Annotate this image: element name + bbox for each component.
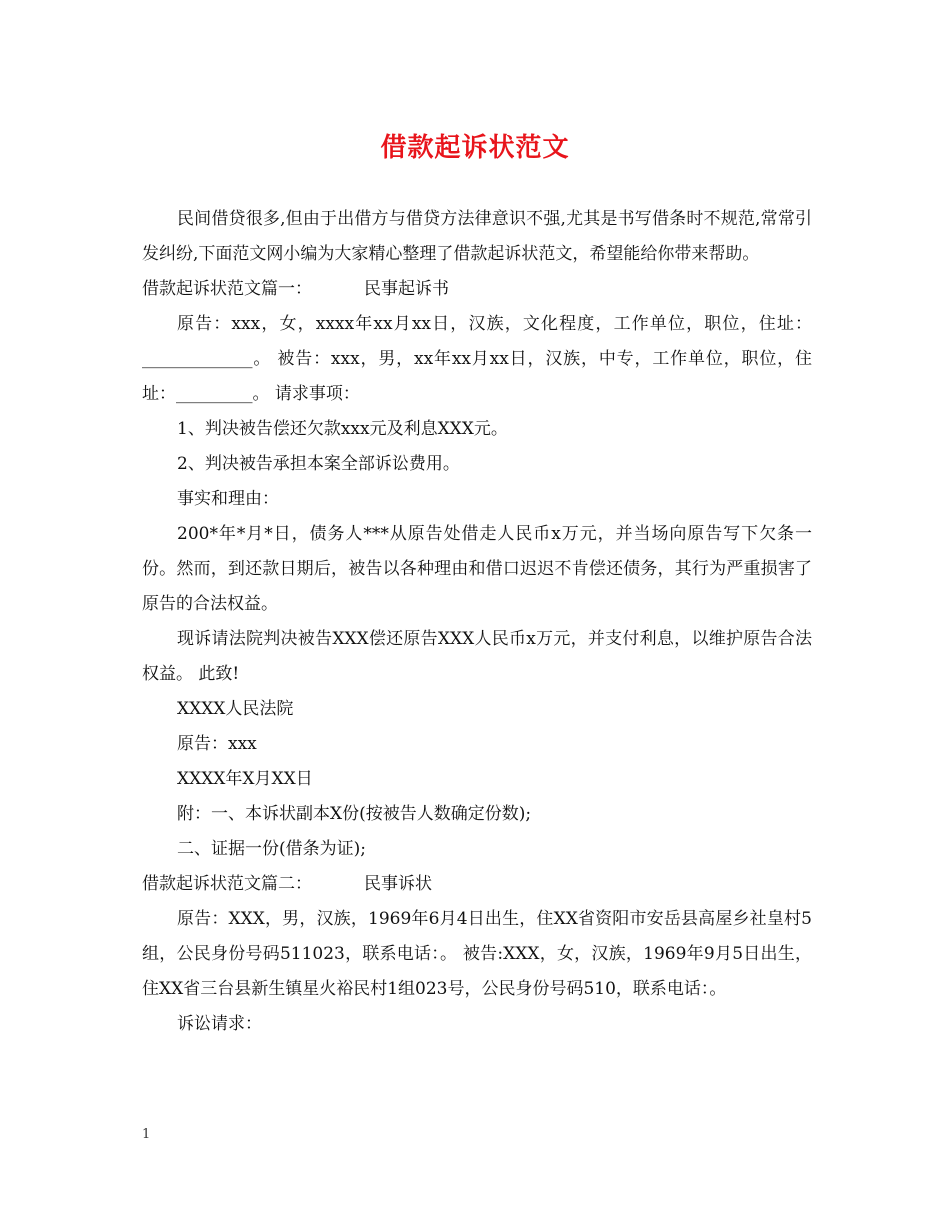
body-paragraph: 附：一、本诉状副本X份(按被告人数确定份数); [177, 804, 532, 824]
body-paragraph: 原告：xxx，女，xxxx年xx月xx日，汉族，文化程度，工作单位，职位，住址：_____________。 被告：xxx，男，xx年xx月xx日，汉族，中专，工作单位，职位，住址：_________。 请求事项： [142, 314, 812, 404]
body-paragraph: XXXX年X月XX日 [177, 769, 313, 789]
body-paragraph: 1、判决被告偿还欠款xxx元及利息XXX元。 [177, 419, 508, 439]
body-paragraph: 现诉请法院判决被告XXX偿还原告XXX人民币x万元，并支付利息，以维护原告合法权益。 此致! [142, 629, 812, 684]
section-subheading: 民事起诉书 [364, 279, 449, 299]
intro-paragraph: 民间借贷很多,但由于出借方与借贷方法律意识不强,尤其是书写借条时不规范,常常引发纠纷,下面范文网小编为大家精心整理了借款起诉状范文，希望能给你带来帮助。 [142, 209, 812, 264]
section-heading [142, 272, 812, 307]
section-heading [142, 867, 812, 902]
body-paragraph: 二、证据一份(借条为证); [177, 839, 366, 859]
section-subheading: 民事诉状 [364, 874, 432, 894]
body-paragraph: 诉讼请求： [177, 1014, 262, 1034]
body-paragraph: 2、判决被告承担本案全部诉讼费用。 [177, 454, 460, 474]
page-number: 1 [142, 1127, 151, 1142]
section-heading-label: 借款起诉状范文篇二： [142, 874, 312, 894]
document-title: 借款起诉状范文 [380, 133, 570, 163]
body-paragraph: 原告：XXX，男，汉族，1969年6月4日出生，住XX省资阳市安岳县高屋乡社皇村5组，公民身份号码511023，联系电话：。 被告:XXX，女，汉族，1969年9月5日出生，住XX省三台县新生镇星火裕民村1组023号，公民身份号码510，联系电话：。 [142, 909, 812, 999]
body-paragraph: 事实和理由： [177, 489, 279, 509]
body-paragraph: 原告：xxx [177, 734, 257, 754]
document-body [142, 202, 812, 1042]
body-paragraph: 200*年*月*日，债务人***从原告处借走人民币x万元，并当场向原告写下欠条一份。然而，到还款日期后，被告以各种理由和借口迟迟不肯偿还债务，其行为严重损害了原告的合法权益。 [142, 524, 812, 614]
body-paragraph: XXXX人民法院 [177, 699, 294, 719]
section-heading-label: 借款起诉状范文篇一： [142, 279, 312, 299]
